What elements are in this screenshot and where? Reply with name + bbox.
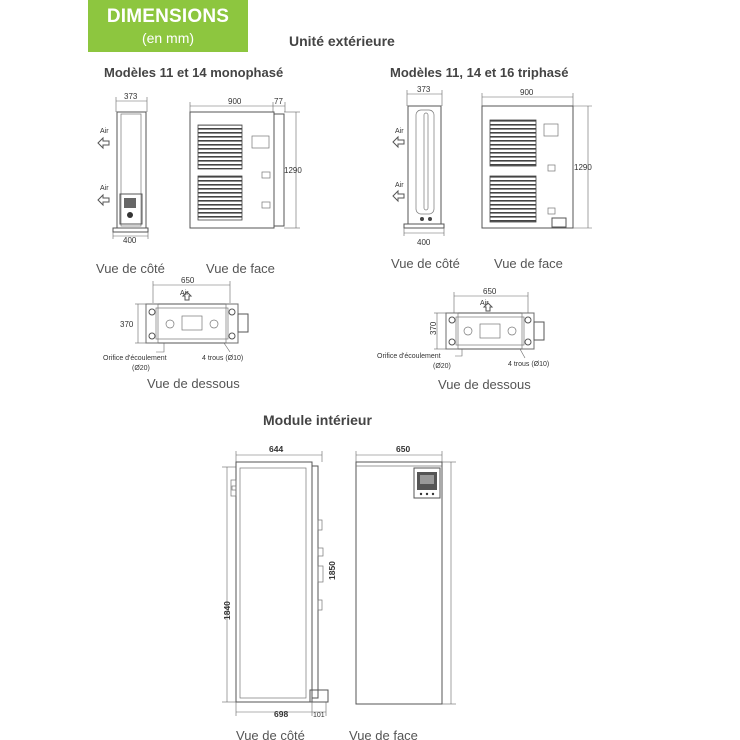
- indoor-side-base-b-label: 101: [313, 712, 325, 719]
- tri-side-depth-label: 373: [417, 85, 431, 94]
- mono-side-view-label: Vue de côté: [96, 261, 165, 276]
- tri-title: Modèles 11, 14 et 16 triphasé: [390, 65, 569, 80]
- mono-front-width-label: 900: [228, 97, 242, 106]
- indoor-side-base-a-label: 698: [274, 709, 289, 719]
- mono-height-label: 1290: [284, 166, 302, 175]
- mono-title: Modèles 11 et 14 monophasé: [104, 65, 284, 80]
- tri-bottom-air-label: Air: [480, 300, 489, 307]
- badge-title: DIMENSIONS: [106, 6, 230, 27]
- mono-drain-size-label: (Ø20): [132, 365, 150, 372]
- mono-front-view: [190, 97, 302, 228]
- tri-front-width-label: 900: [520, 88, 534, 97]
- outdoor-title: Unité extérieure: [289, 33, 395, 49]
- mono-side-depth-label: 373: [124, 92, 138, 101]
- mono-bottom-width-label: 650: [181, 276, 195, 285]
- tri-holes-label: 4 trous (Ø10): [508, 361, 550, 368]
- mono-front-extra-label: 77: [274, 97, 283, 106]
- indoor-front-width-label: 650: [396, 444, 411, 454]
- tri-side-view: [393, 85, 444, 247]
- tri-height-label: 1290: [574, 163, 592, 172]
- mono-front-view-label: Vue de face: [206, 261, 275, 276]
- tri-drain-label: Orifice d'écoulement: [377, 353, 441, 360]
- mono-air-arrow-1: [98, 138, 109, 148]
- mono-holes-label: 4 trous (Ø10): [202, 355, 244, 362]
- mono-bottom-view-label: Vue de dessous: [147, 376, 240, 391]
- tri-bottom-width-label: 650: [483, 287, 497, 296]
- tri-bottom-view-label: Vue de dessous: [438, 377, 531, 392]
- mono-air-label-1: Air: [100, 128, 109, 135]
- tri-side-view-label: Vue de côté: [391, 256, 460, 271]
- mono-drain-label: Orifice d'écoulement: [103, 355, 167, 362]
- tri-air-arrow-2: [393, 191, 404, 201]
- mono-bottom-depth-label: 370: [120, 320, 134, 329]
- tri-side-base-label: 400: [417, 238, 431, 247]
- indoor-front-height-label: 1850: [327, 561, 337, 580]
- indoor-front-view: [327, 444, 456, 704]
- tri-air-arrow-1: [393, 137, 404, 147]
- tri-front-view: [482, 88, 592, 228]
- tri-bottom-depth-label: 370: [429, 321, 438, 335]
- indoor-title: Module intérieur: [263, 412, 372, 428]
- mono-bottom-air-label: Air: [180, 290, 189, 297]
- indoor-side-width-label: 644: [269, 444, 284, 454]
- indoor-side-view-label: Vue de côté: [236, 728, 305, 740]
- mono-air-label-2: Air: [100, 185, 109, 192]
- tri-bottom-view: [377, 287, 549, 370]
- tri-drain-size-label: (Ø20): [433, 363, 451, 370]
- tri-front-view-label: Vue de face: [494, 256, 563, 271]
- badge-subtitle: (en mm): [141, 30, 195, 46]
- tri-air-label-1: Air: [395, 128, 404, 135]
- indoor-side-height-label: 1840: [222, 601, 232, 620]
- mono-side-base-label: 400: [123, 236, 137, 245]
- indoor-front-view-label: Vue de face: [349, 728, 418, 740]
- mono-bottom-view: [103, 276, 248, 372]
- mono-side-view: [98, 92, 148, 245]
- tri-air-label-2: Air: [395, 182, 404, 189]
- indoor-side-view: [222, 444, 328, 719]
- mono-air-arrow-2: [98, 195, 109, 205]
